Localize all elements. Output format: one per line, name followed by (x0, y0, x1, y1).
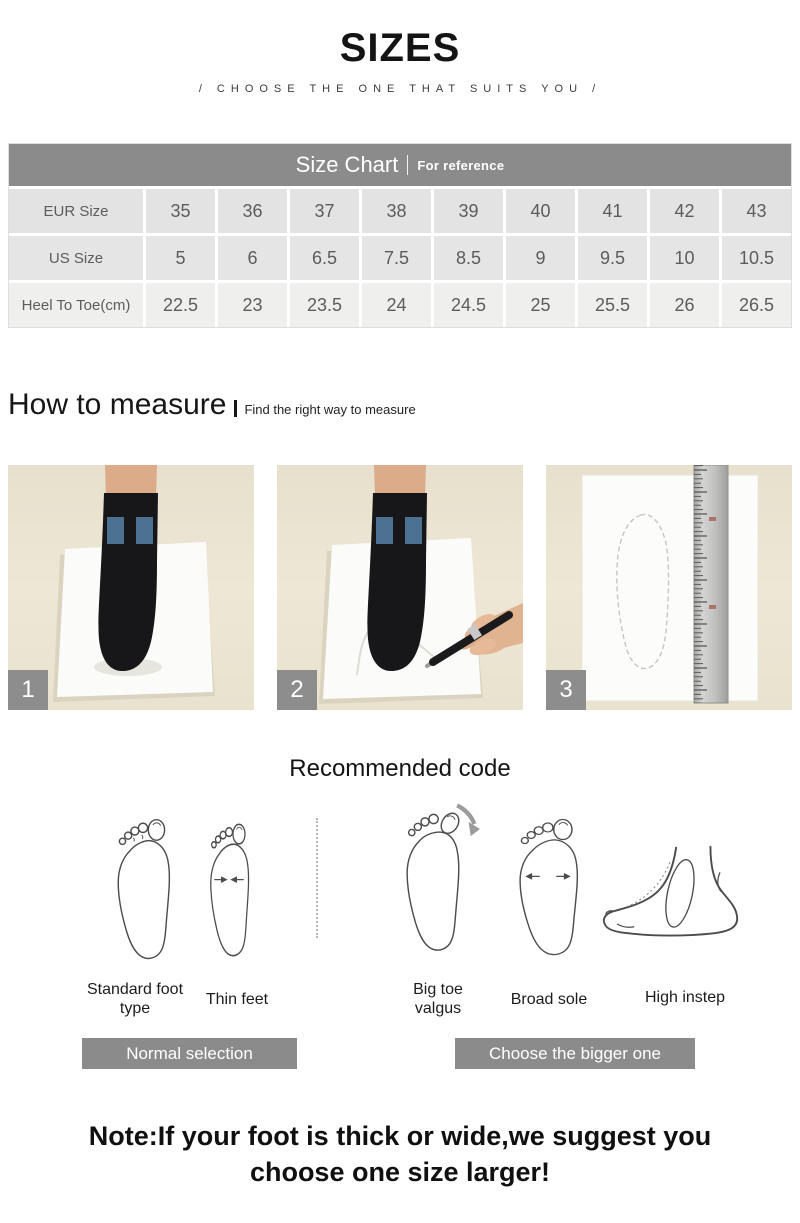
table-cell: 5 (146, 236, 215, 280)
step-photo-1 (8, 465, 254, 710)
table-cell: 41 (578, 189, 647, 233)
foot-type-label: Standard foot type (86, 981, 184, 1018)
table-cell: 43 (722, 189, 791, 233)
how-to-measure-heading (8, 388, 416, 422)
table-cell: 24 (362, 283, 431, 327)
how-to-measure-title: How to measure (8, 388, 227, 421)
page-subtitle: / CHOOSE THE ONE THAT SUITS YOU / (198, 83, 602, 95)
table-cell: 24.5 (434, 283, 503, 327)
table-cell: 26 (650, 283, 719, 327)
table-cell: 7.5 (362, 236, 431, 280)
broad-sole-diagram (512, 813, 584, 959)
note-line-1: Note:If your foot is thick or wide,we suggest you (88, 1121, 712, 1151)
foot-type-label: Big toe valgus (413, 981, 463, 1018)
table-cell: 6 (218, 236, 287, 280)
divider-bar (234, 400, 237, 417)
table-cell: 9 (506, 236, 575, 280)
standard-foot-diagram (111, 813, 175, 963)
table-cell: 35 (146, 189, 215, 233)
table-cell: 36 (218, 189, 287, 233)
step-number-badge: 3 (546, 670, 586, 710)
table-cell: 22.5 (146, 283, 215, 327)
size-chart-title: Size Chart (295, 152, 399, 177)
step-photo-3 (546, 465, 792, 710)
normal-selection-bar: Normal selection (82, 1038, 297, 1069)
foot-type-label: High instep (644, 989, 726, 1006)
valgus-arrow-icon (457, 805, 480, 836)
page-title: SIZES (339, 26, 461, 70)
row-label-us: US Size (9, 236, 143, 280)
table-cell: 23.5 (290, 283, 359, 327)
recommended-code-title: Recommended code (289, 755, 511, 782)
high-instep-diagram (598, 835, 760, 947)
table-cell: 25 (506, 283, 575, 327)
table-cell: 42 (650, 189, 719, 233)
size-note (0, 1118, 800, 1191)
foot-type-label: Broad sole (510, 991, 588, 1008)
how-to-measure-subtitle: Find the right way to measure (244, 401, 416, 417)
note-line-2: choose one size larger! (249, 1157, 551, 1188)
row-label-heel-toe: Heel To Toe(cm) (9, 283, 143, 327)
table-cell: 37 (290, 189, 359, 233)
table-cell: 39 (434, 189, 503, 233)
table-cell: 10 (650, 236, 719, 280)
table-cell: 6.5 (290, 236, 359, 280)
section-divider (316, 818, 318, 938)
table-cell: 8.5 (434, 236, 503, 280)
table-cell: 40 (506, 189, 575, 233)
size-chart-subtitle: For reference (417, 157, 505, 173)
big-toe-valgus-diagram (400, 803, 480, 955)
table-cell: 25.5 (578, 283, 647, 327)
choose-bigger-one-bar: Choose the bigger one (455, 1038, 695, 1069)
size-chart-header (9, 144, 791, 186)
step-number-badge: 1 (8, 670, 48, 710)
foot-type-label: Thin feet (205, 991, 269, 1008)
step-number-badge: 2 (277, 670, 317, 710)
size-chart-table (9, 186, 791, 327)
table-cell: 23 (218, 283, 287, 327)
table-cell: 9.5 (578, 236, 647, 280)
table-cell: 26.5 (722, 283, 791, 327)
measure-steps-photos (8, 465, 792, 710)
divider-bar (407, 155, 408, 175)
row-label-eur: EUR Size (9, 189, 143, 233)
step-photo-2 (277, 465, 523, 710)
size-chart (8, 143, 792, 328)
table-cell: 38 (362, 189, 431, 233)
thin-foot-diagram (201, 818, 257, 960)
table-cell: 10.5 (722, 236, 791, 280)
